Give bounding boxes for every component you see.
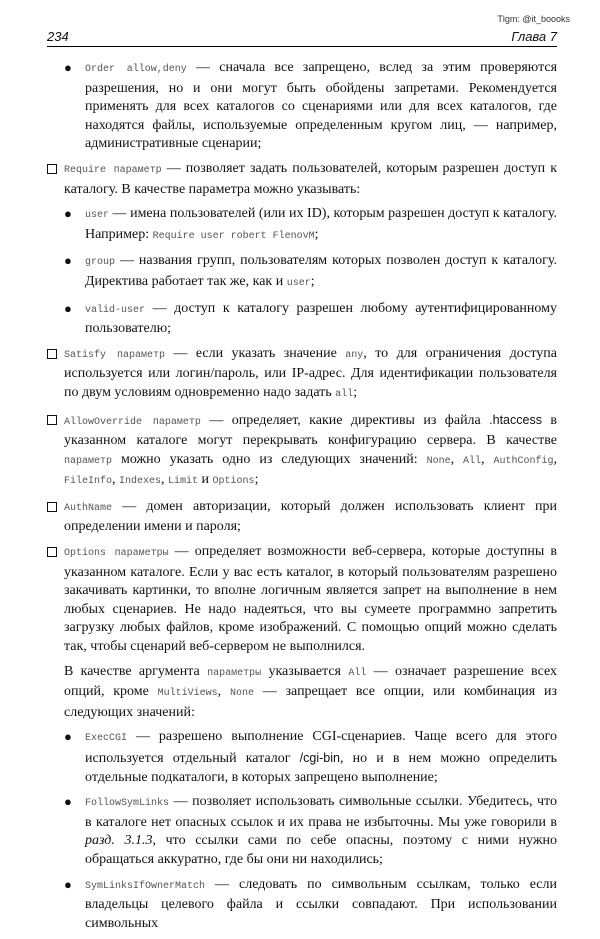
paragraph: В качестве аргумента параметры указывается All — означает разрешение всех опций, кроме MultiViews, None — запрещает все опции, или комбинация из следующих значений:: [64, 663, 558, 720]
list-item: Require параметр — позволяет задать пользователей, которым разрешен доступ к каталогу. В качестве параметра можно указывать:: [47, 160, 557, 199]
list-item: AllowOverride параметр — определяет, какие директивы из файла .htaccess в указанном каталоге могут перекрывать конфигурацию сервера. В качестве параметр можно указать одно из следующих значений: None, All, AuthConfig, FileInfo, Indexes, Limit и Options;: [47, 411, 557, 492]
page-body: [47, 59, 557, 939]
bullet-icon: ●: [64, 253, 72, 269]
checkbox-icon: [47, 547, 57, 557]
list-item: ● valid-user — доступ к каталогу разрешен любому аутентифицированному пользователю;: [64, 300, 557, 337]
checkbox-icon: [47, 349, 57, 359]
bullet-icon: ●: [64, 876, 72, 892]
bullet-icon: ●: [64, 794, 72, 810]
list-item: ● ExecCGI — разрешено выполнение CGI-сценариев. Чаще всего для этого используется отдельный каталог /cgi-bin, но и в нем можно определить отдельные подкаталоги, в которых запрещено выполнение;: [64, 729, 557, 785]
list-item: ● group — названия групп, пользователям которых позволен доступ к каталогу. Директива работает так же, как и user;: [64, 253, 557, 289]
list-item: ● SymLinksIfOwnerMatch — следовать по символьным ссылкам, только если владельцы целевого файла и ссылки совпадают. При использовании символьных: [64, 876, 557, 931]
bullet-icon: ●: [64, 206, 72, 222]
checkbox-icon: [47, 164, 57, 174]
bullet-icon: ●: [64, 60, 72, 75]
list-item: ● user — имена пользователей (или их ID), которым разрешен доступ к каталогу. Например: Require user robert FlenovM;: [64, 206, 557, 242]
page-number: 234: [47, 29, 69, 44]
page-header: [47, 28, 557, 47]
list-item: AuthName — домен авторизации, который должен использовать клиент при определении имени и пароля;: [47, 498, 557, 537]
list-item: ● Order allow,deny — сначала все запрещено, вслед за этим проверяются разрешения, но и они могут быть обойдены запретами. Рекомендуется применять для всех каталогов со сценариями или для всех каталогов, где находятся файлы, используемые определенным кругом лиц, — например, административные сценарии;: [64, 60, 558, 152]
checkbox-icon: [47, 502, 57, 512]
chapter-title: Глава 7: [511, 29, 557, 44]
list-item: Options параметры — определяет возможности веб-сервера, которые доступны в указанном каталоге. Если у вас есть каталог, в который пользователям разрешено закачивать картинки, то вполне логичным является запрет на выполнение в нем любых сценариев. Не надо надеяться, что вы сумеете программно запретить загрузку любых файлов, кроме изображений. С помощью опций можно сделать так, чтобы сценарий веб-сервером не выполнился.: [47, 543, 557, 657]
bullet-icon: ●: [64, 729, 72, 745]
list-item: ● FollowSymLinks — позволяет использовать символьные ссылки. Убедитесь, что в каталоге нет опасных ссылок и их права не избыточны. Мы уже говорили в разд. 3.1.3, что ссылки сами по себе опасны, поэтому с ними нужно обращаться аккуратно, где бы они ни находились;: [64, 794, 557, 867]
list-item: Satisfy параметр — если указать значение any, то для ограничения доступа используется или логин/пароль, или IP-адрес. Для идентификации пользователя по двум условиям одновременно надо задать all;: [47, 345, 557, 405]
watermark: Tlgm: @it_boooks: [497, 14, 570, 24]
bullet-icon: ●: [64, 300, 72, 316]
checkbox-icon: [47, 415, 57, 425]
